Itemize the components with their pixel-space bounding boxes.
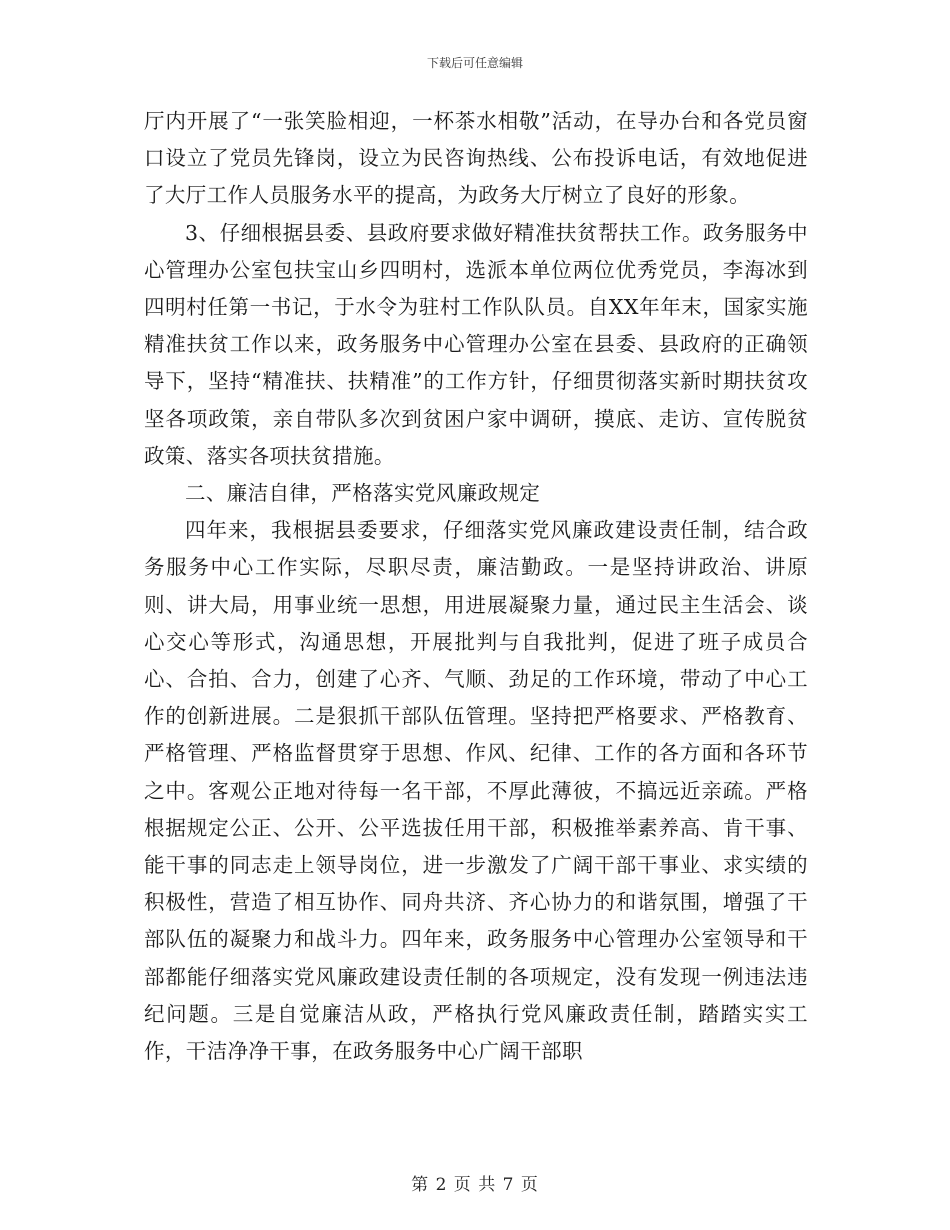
page-header-note: 下载后可任意编辑 xyxy=(426,56,523,70)
page-number-footer: 第 2 页 共 7 页 xyxy=(411,1175,539,1195)
document-body xyxy=(144,103,808,1070)
paragraph-integrity: 四年来，我根据县委要求，仔细落实党风廉政建设责任制，结合政务服务中心工作实际，尽职尽责，廉洁勤政。一是坚持讲政治、讲原则、讲大局，用事业统一思想，用进展凝聚力量，通过民主生活会、谈心交心等形式，沟通思想，开展批判与自我批判，促进了班子成员合心、合拍、合力，创建了心齐、气顺、劲足的工作环境，带动了中心工作的创新进展。二是狠抓干部队伍管理。坚持把严格要求、严格教育、严格管理、严格监督贯穿于思想、作风、纪律、工作的各方面和各环节之中。客观公正地对待每一名干部，不厚此薄彼，不搞远近亲疏。严格根据规定公正、公开、公平选拔任用干部，积极推举素养高、肯干事、能干事的同志走上领导岗位，进一步激发了广阔干部干事业、求实绩的积极性，营造了相互协作、同舟共济、齐心协力的和谐氛围，增强了干部队伍的凝聚力和战斗力。四年来，政务服务中心管理办公室领导和干部都能仔细落实党风廉政建设责任制的各项规定，没有发现一例违法违纪问题。三是自觉廉洁从政，严格执行党风廉政责任制，踏踏实实工作，干洁净净干事，在政务服务中心广阔干部职 xyxy=(144,518,808,1064)
section-heading-integrity: 二、廉洁自律，严格落实党风廉政规定 xyxy=(185,481,541,506)
paragraph-poverty-alleviation: 3、仔细根据县委、县政府要求做好精准扶贫帮扶工作。政务服务中心管理办公室包扶宝山乡四明村，选派本单位两位优秀党员，李海冰到四明村任第一书记，于水令为驻村工作队队员。自XX年年末，国家实施精准扶贫工作以来，政务服务中心管理办公室在县委、县政府的正确领导下，坚持“精准扶、扶精准”的工作方针，仔细贯彻落实新时期扶贫攻坚各项政策，亲自带队多次到贫困户家中调研，摸底、走访、宣传脱贫政策、落实各项扶贫措施。 xyxy=(144,220,808,468)
paragraph-continuation: 厅内开展了“一张笑脸相迎，一杯茶水相敬”活动，在导办台和各党员窗口设立了党员先锋岗，设立为民咨询热线、公布投诉电话，有效地促进了大厅工作人员服务水平的提高，为政务大厅树立了良好的形象。 xyxy=(144,109,808,208)
